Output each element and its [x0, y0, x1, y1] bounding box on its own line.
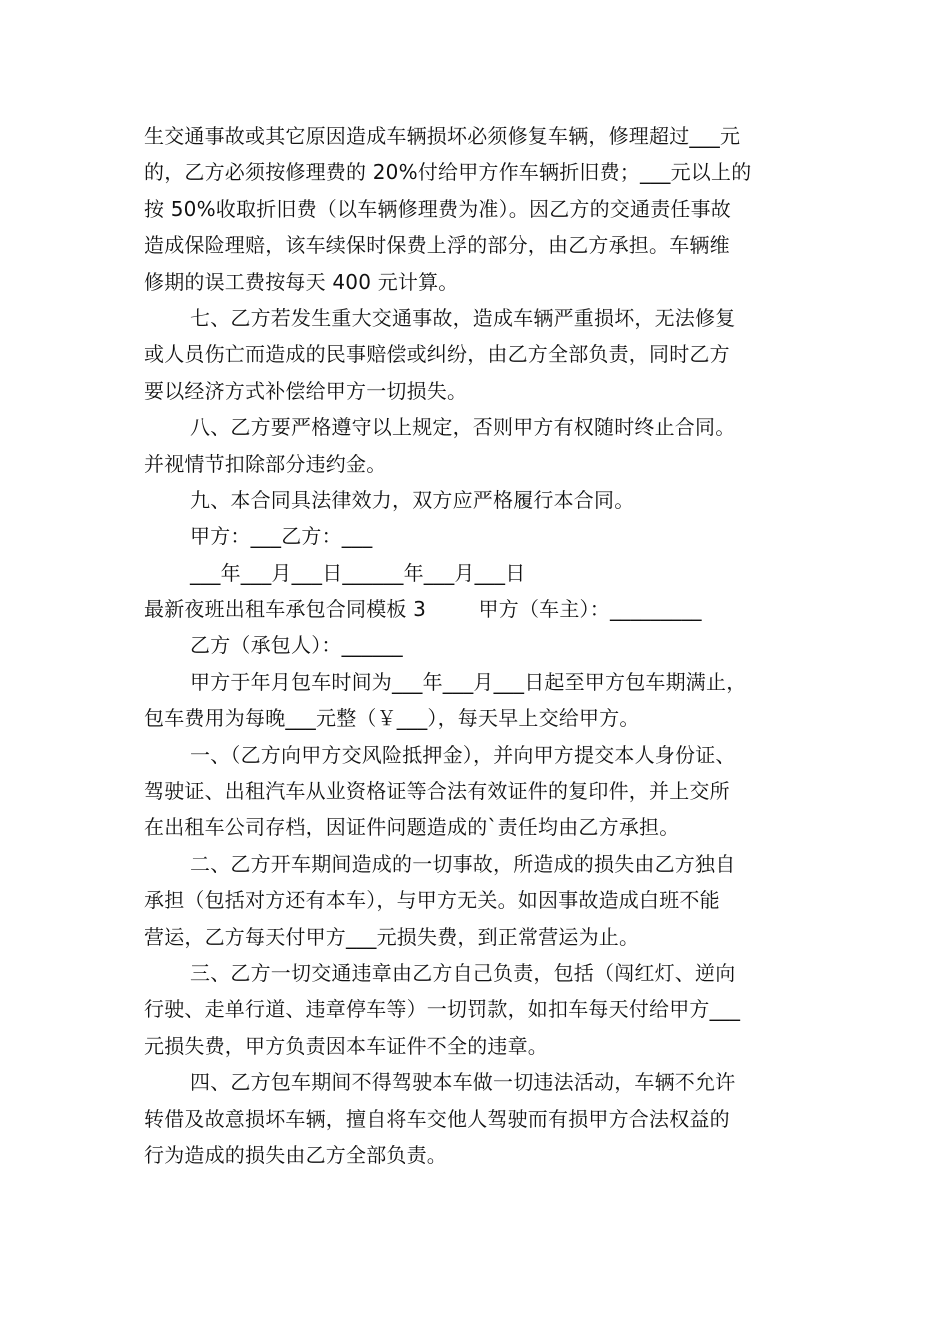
rental-period-line: 甲方于年月包车时间为___年___月___日起至甲方包车期满止， — [190, 669, 747, 694]
text-line: 修期的误工费按每天 400 元计算。 — [144, 269, 459, 294]
clause-four-start: 四、乙方包车期间不得驾驶本车做一切违法活动，车辆不允许 — [190, 1070, 736, 1095]
signature-dates: ___年___月___日______年___月___日 — [190, 560, 526, 585]
text-line: 承担（包括对方还有本车），与甲方无关。如因事故造成白班不能 — [144, 888, 720, 913]
text-line: 行为造成的损失由乙方全部负责。 — [144, 1142, 447, 1167]
signature-parties: 甲方：___乙方：___ — [190, 524, 373, 549]
text-line: 行驶、走单行道、违章停车等）一切罚款，如扣车每天付给甲方___ — [144, 997, 741, 1022]
template-title-line: 最新夜班出租车承包合同模板 3 甲方（车主）：_________ — [144, 597, 702, 622]
clause-two-start: 二、乙方开车期间造成的一切事故，所造成的损失由乙方独自 — [190, 851, 736, 876]
text-line: 包车费用为每晚___元整（￥___），每天早上交给甲方。 — [144, 706, 640, 731]
text-line: 的，乙方必须按修理费的 20%付给甲方作车辆折旧费；___元以上的 — [144, 160, 752, 185]
clause-one-start: 一、（乙方向甲方交风险抵押金），并向甲方提交本人身份证、 — [190, 742, 736, 767]
clause-nine: 九、本合同具法律效力，双方应严格履行本合同。 — [190, 487, 635, 512]
text-line: 或人员伤亡而造成的民事赔偿或纠纷，由乙方全部负责，同时乙方 — [144, 342, 730, 367]
text-line: 在出租车公司存档，因证件问题造成的`责任均由乙方承担。 — [144, 815, 680, 840]
text-line: 元损失费，甲方负责因本车证件不全的违章。 — [144, 1033, 548, 1058]
clause-eight-start: 八、乙方要严格遵守以上规定，否则甲方有权随时终止合同。 — [190, 415, 736, 440]
text-line: 要以经济方式补偿给甲方一切损失。 — [144, 378, 468, 403]
text-line: 造成保险理赔，该车续保时保费上浮的部分，由乙方承担。车辆维 — [144, 233, 730, 258]
document-body — [144, 118, 814, 1173]
text-line: 并视情节扣除部分违约金。 — [144, 451, 387, 476]
text-line: 转借及故意损坏车辆，擅自将车交他人驾驶而有损甲方合法权益的 — [144, 1106, 730, 1131]
clause-three-start: 三、乙方一切交通违章由乙方自己负责，包括（闯红灯、逆向 — [190, 960, 736, 985]
text-line: 生交通事故或其它原因造成车辆损坏必须修复车辆，修理超过___元 — [144, 124, 741, 148]
party-b-line: 乙方（承包人）：______ — [190, 633, 403, 658]
text-line: 按 50%收取折旧费（以车辆修理费为准）。因乙方的交通责任事故 — [144, 196, 732, 221]
text-line: 营运，乙方每天付甲方___元损失费，到正常营运为止。 — [144, 924, 640, 949]
clause-seven-start: 七、乙方若发生重大交通事故，造成车辆严重损坏，无法修复 — [190, 305, 736, 330]
text-line: 驾驶证、出租汽车从业资格证等合法有效证件的复印件，并上交所 — [144, 779, 730, 804]
